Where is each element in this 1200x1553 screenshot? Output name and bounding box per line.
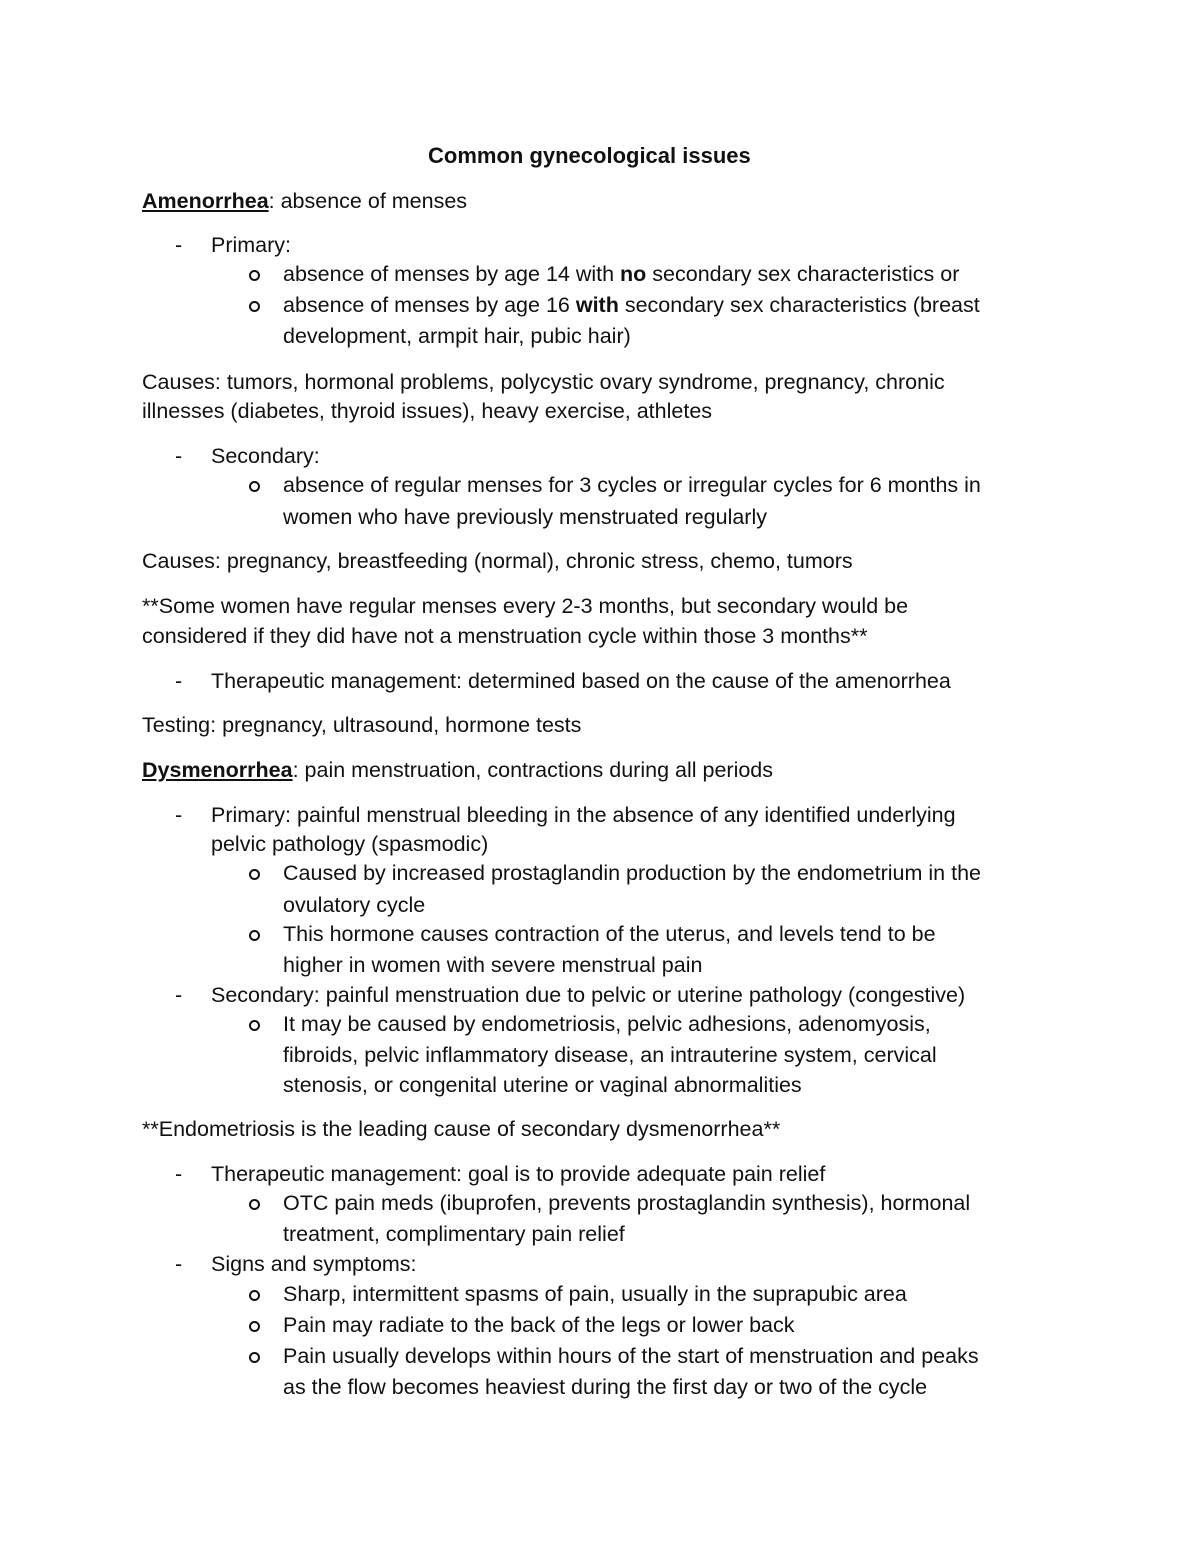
circle-bullet-icon (249, 301, 260, 312)
dysmenorrhea-primary-line-1: Primary: painful menstrual bleeding in the absence of any identified underlying (211, 803, 956, 827)
bold-text: with (575, 293, 619, 317)
dysmenorrhea-primary-item-1: Caused by increased prostaglandin production by the endometrium in the (283, 861, 981, 885)
circle-bullet-icon (249, 869, 260, 880)
text-segment: secondary sex characteristics or (646, 262, 960, 286)
amenorrhea-primary-item-2-cont: development, armpit hair, pubic hair) (283, 324, 631, 348)
dysmenorrhea-note: **Endometriosis is the leading cause of secondary dysmenorrhea** (142, 1117, 781, 1141)
dysmenorrhea-term: Dysmenorrhea (142, 758, 293, 782)
amenorrhea-primary-label: Primary: (211, 233, 292, 257)
circle-bullet-icon (249, 1199, 260, 1210)
dysmenorrhea-management: Therapeutic management: goal is to provide adequate pain relief (211, 1162, 826, 1186)
amenorrhea-note-line-2: considered if they did have not a menstruation cycle within those 3 months** (142, 624, 868, 648)
dash-bullet: - (175, 803, 183, 827)
circle-bullet-icon (249, 930, 260, 941)
dysmenorrhea-secondary-item-1-line-3: stenosis, or congenital uterine or vaginal abnormalities (283, 1073, 802, 1097)
page-title: Common gynecological issues (428, 143, 751, 168)
dysmenorrhea-primary-item-1-cont: ovulatory cycle (283, 893, 426, 917)
amenorrhea-term: Amenorrhea (142, 189, 269, 213)
dysmenorrhea-primary-item-2-cont: higher in women with severe menstrual pain (283, 953, 703, 977)
bold-text: no (620, 262, 647, 286)
dysmenorrhea-secondary-item-1-line-2: fibroids, pelvic inflammatory disease, an intrauterine system, cervical (283, 1043, 937, 1067)
amenorrhea-primary-item-2 (283, 290, 980, 320)
dysmenorrhea-signs-item-3-cont: as the flow becomes heaviest during the first day or two of the cycle (283, 1375, 928, 1399)
amenorrhea-causes-primary-line-2: illnesses (diabetes, thyroid issues), heavy exercise, athletes (142, 399, 713, 423)
dysmenorrhea-management-item-1: OTC pain meds (ibuprofen, prevents prostaglandin synthesis), hormonal (283, 1191, 971, 1215)
circle-bullet-icon (249, 270, 260, 281)
amenorrhea-management: Therapeutic management: determined based on the cause of the amenorrhea (211, 669, 951, 693)
text-segment: absence of menses by age 14 with (283, 262, 621, 286)
text-segment: secondary sex characteristics (breast (618, 293, 980, 317)
circle-bullet-icon (249, 481, 260, 492)
dysmenorrhea-management-item-1-cont: treatment, complimentary pain relief (283, 1222, 625, 1246)
amenorrhea-primary-item-1 (283, 259, 959, 289)
amenorrhea-causes-secondary: Causes: pregnancy, breastfeeding (normal), chronic stress, chemo, tumors (142, 549, 853, 573)
dysmenorrhea-signs-label: Signs and symptoms: (211, 1252, 417, 1276)
amenorrhea-testing: Testing: pregnancy, ultrasound, hormone tests (142, 713, 582, 737)
dysmenorrhea-primary-line-2: pelvic pathology (spasmodic) (211, 832, 489, 856)
dash-bullet: - (175, 983, 183, 1007)
amenorrhea-causes-primary-line-1: Causes: tumors, hormonal problems, polycystic ovary syndrome, pregnancy, chronic (142, 370, 945, 394)
dysmenorrhea-secondary: Secondary: painful menstruation due to pelvic or uterine pathology (congestive) (211, 983, 966, 1007)
circle-bullet-icon (249, 1321, 260, 1332)
dash-bullet: - (175, 233, 183, 257)
amenorrhea-note-line-1: **Some women have regular menses every 2-3 months, but secondary would be (142, 594, 909, 618)
amenorrhea-secondary-label: Secondary: (211, 444, 320, 468)
dash-bullet: - (175, 444, 183, 468)
dash-bullet: - (175, 1252, 183, 1276)
dash-bullet: - (175, 1162, 183, 1186)
amenorrhea-secondary-item-1: absence of regular menses for 3 cycles or irregular cycles for 6 months in (283, 473, 981, 497)
amenorrhea-definition (142, 186, 467, 216)
dash-bullet: - (175, 669, 183, 693)
amenorrhea-definition-text: : absence of menses (268, 189, 468, 213)
dysmenorrhea-signs-item-1: Sharp, intermittent spasms of pain, usually in the suprapubic area (283, 1282, 907, 1306)
dysmenorrhea-secondary-item-1-line-1: It may be caused by endometriosis, pelvic adhesions, adenomyosis, (283, 1012, 931, 1036)
dysmenorrhea-definition (142, 755, 773, 785)
dysmenorrhea-primary-item-2: This hormone causes contraction of the uterus, and levels tend to be (283, 922, 936, 946)
circle-bullet-icon (249, 1352, 260, 1363)
text-segment: absence of menses by age 16 (283, 293, 576, 317)
dysmenorrhea-definition-text: : pain menstruation, contractions during all periods (292, 758, 774, 782)
circle-bullet-icon (249, 1020, 260, 1031)
dysmenorrhea-signs-item-3: Pain usually develops within hours of the start of menstruation and peaks (283, 1344, 979, 1368)
circle-bullet-icon (249, 1290, 260, 1301)
amenorrhea-secondary-item-1-cont: women who have previously menstruated regularly (283, 505, 767, 529)
dysmenorrhea-signs-item-2: Pain may radiate to the back of the legs or lower back (283, 1313, 795, 1337)
